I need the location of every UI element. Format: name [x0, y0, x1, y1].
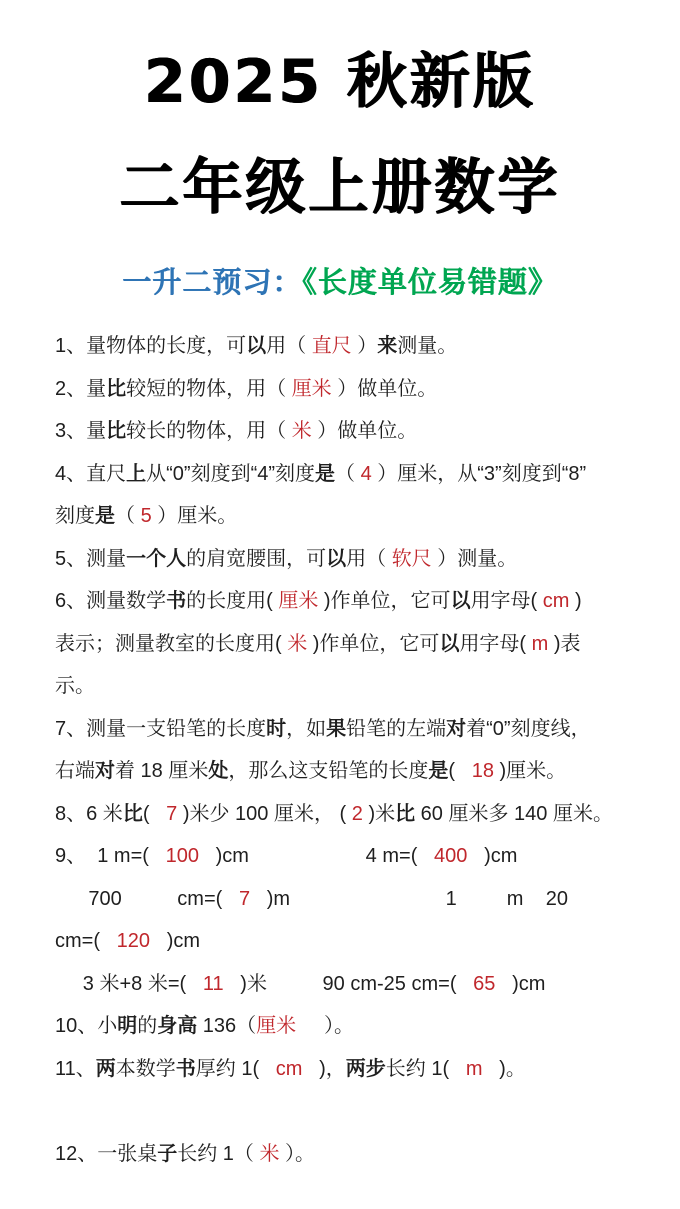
subtitle-topic: 《长度单位易错题》 — [302, 265, 558, 299]
question-line — [55, 368, 625, 411]
question-8 — [55, 793, 625, 836]
answer-text: 11 — [202, 972, 224, 995]
text-segment: 比 — [122, 802, 143, 825]
question-line — [55, 1048, 625, 1091]
text-segment: 书 — [166, 590, 187, 612]
text-segment: 对 — [95, 760, 115, 782]
text-segment — [249, 845, 366, 867]
text-segment: 136（ — [197, 1015, 257, 1037]
text-segment: )cm — [495, 972, 546, 995]
title-line-1: 2025 秋新版 — [144, 47, 536, 117]
text-segment: 1 m 20 — [445, 887, 568, 910]
text-segment: )米少 100 厘米， ( — [177, 802, 352, 825]
text-segment: ) — [569, 590, 582, 612]
question-1 — [55, 325, 625, 368]
question-line — [55, 708, 625, 751]
text-segment: 果 — [326, 717, 347, 740]
text-segment: 来 — [377, 335, 398, 357]
answer-text: 直尺 — [311, 335, 352, 357]
text-segment: 比 — [106, 420, 127, 442]
text-segment: ）测量。 — [431, 547, 518, 570]
question-6 — [55, 580, 625, 708]
text-segment: 以 — [450, 590, 471, 612]
question-line — [55, 920, 625, 963]
text-segment: 着 18 厘米 — [115, 760, 209, 782]
text-segment: ）做单位。 — [311, 420, 418, 442]
text-segment: 刻度 — [55, 505, 95, 527]
question-line — [55, 1133, 625, 1176]
text-segment: 一个人 — [126, 547, 187, 570]
question-line — [55, 1005, 625, 1048]
text-segment — [290, 888, 446, 910]
text-segment: 60 厘米多 140 厘米。 — [415, 802, 613, 825]
question-line — [55, 538, 625, 581]
text-segment: 用字母( — [470, 590, 543, 612]
text-segment: 6、测量数学 — [55, 590, 167, 612]
question-line — [55, 963, 625, 1006]
text-segment: 5、测量 — [55, 547, 127, 570]
text-segment: 10、小 — [55, 1015, 118, 1037]
answer-text: 米 — [287, 632, 308, 655]
text-segment: ）厘米。 — [151, 505, 238, 527]
text-segment: )厘米。 — [493, 760, 567, 782]
question-9 — [55, 835, 625, 1005]
question-10 — [55, 1005, 625, 1048]
text-segment: )。 — [482, 1057, 526, 1080]
text-segment: ）厘米，从“3”刻度到“8” — [371, 462, 587, 485]
text-segment: 着“0”刻度线， — [466, 717, 591, 740]
question-line — [55, 453, 625, 496]
text-segment: )作单位，它可 — [307, 632, 440, 655]
text-segment: 用（ — [266, 335, 312, 357]
text-segment: 7、测量一支铅笔的长度 — [55, 717, 267, 740]
text-segment: （ — [115, 505, 141, 527]
question-11 — [55, 1048, 625, 1091]
text-segment: 书 — [175, 1057, 196, 1080]
text-segment: )m — [250, 887, 291, 910]
question-line — [55, 750, 625, 793]
question-list — [55, 325, 625, 1175]
text-segment: （ — [335, 462, 361, 485]
text-segment: 4、直尺 — [55, 462, 127, 485]
text-segment: 本数学 — [115, 1057, 176, 1080]
text-segment: 是 — [315, 462, 336, 485]
text-segment: 较长的物体，用（ — [126, 420, 292, 442]
text-segment: 用（ — [346, 547, 392, 570]
title-line-2: 二年级上册数学 — [119, 153, 561, 223]
text-segment: )cm — [150, 930, 201, 952]
text-segment: 11、 — [55, 1057, 96, 1080]
question-12 — [55, 1133, 625, 1176]
text-segment: )米 — [223, 972, 267, 995]
text-segment: 的肩宽腰围，可 — [186, 547, 327, 570]
section-subtitle — [55, 260, 625, 301]
question-line — [55, 878, 625, 921]
text-segment: ，如 — [286, 717, 327, 740]
text-segment: 比 — [106, 377, 127, 400]
page-title — [55, 47, 625, 223]
answer-text: 7 — [166, 802, 178, 825]
text-segment: 9、 1 m=( — [55, 845, 166, 867]
text-segment: 长约 1（ — [177, 1142, 260, 1165]
answer-text: 400 — [434, 845, 468, 867]
answer-text: 18 — [471, 760, 494, 782]
text-segment: ）。 — [279, 1142, 316, 1165]
text-segment: )， — [302, 1057, 346, 1080]
text-segment: 时 — [266, 717, 287, 740]
text-segment: 以 — [439, 632, 460, 655]
text-segment: 3 米+8 米=( — [55, 972, 203, 995]
text-segment: 700 cm=( — [55, 887, 239, 910]
question-2 — [55, 368, 625, 411]
text-segment: 比 — [395, 802, 416, 825]
answer-text: 4 — [360, 462, 372, 485]
text-segment: 2、量 — [55, 377, 107, 400]
text-segment: 的 — [137, 1015, 158, 1037]
answer-text: cm — [542, 590, 570, 612]
text-segment: 3、量 — [55, 420, 107, 442]
text-segment: ( — [142, 802, 167, 825]
text-segment: 右端 — [55, 760, 95, 782]
text-segment: 厚约 1( — [195, 1057, 276, 1080]
question-line — [55, 623, 625, 666]
question-4 — [55, 453, 625, 538]
answer-text: 厘米 — [278, 590, 319, 612]
answer-text: 米 — [259, 1142, 280, 1165]
text-segment: 示。 — [55, 675, 95, 697]
question-line — [55, 580, 625, 623]
text-segment: 两步 — [345, 1057, 386, 1080]
text-segment: 是 — [95, 505, 115, 527]
text-segment: 的长度用( — [186, 590, 279, 612]
answer-text: 厘米 — [256, 1015, 297, 1037]
text-segment: )表 — [548, 632, 581, 655]
text-segment: 两 — [95, 1057, 116, 1080]
answer-text: 100 — [165, 845, 199, 867]
text-segment: 明 — [117, 1015, 138, 1037]
question-line — [55, 835, 625, 878]
subtitle-prefix: 一升二预习： — [122, 265, 303, 299]
question-line — [55, 495, 625, 538]
text-segment: 表示；测量教室的长度用( — [55, 632, 288, 655]
answer-text: 米 — [291, 420, 312, 442]
text-segment: ( — [448, 760, 472, 782]
text-segment: 以 — [326, 547, 347, 570]
text-segment: 1、量物体的长度，可 — [55, 335, 247, 357]
text-segment: ） — [351, 335, 378, 357]
answer-text: 5 — [140, 505, 152, 527]
text-segment: )作单位，它可 — [318, 590, 451, 612]
text-segment: 对 — [446, 717, 467, 740]
text-segment: 较短的物体，用（ — [126, 377, 292, 400]
answer-text: m — [531, 632, 549, 655]
text-segment: ，那么这支铅笔的长度 — [228, 760, 429, 782]
text-segment: cm=( — [55, 930, 117, 952]
text-segment: 长约 1( — [385, 1057, 466, 1080]
text-segment: 从“0”刻度到“4”刻度 — [146, 462, 316, 485]
answer-text: 2 — [351, 802, 363, 825]
text-segment: 90 cm-25 cm=( — [322, 972, 474, 995]
text-segment: 子 — [157, 1142, 178, 1165]
answer-text: 120 — [116, 930, 151, 952]
answer-text: m — [465, 1057, 483, 1080]
text-segment: 身高 — [157, 1015, 198, 1037]
answer-text: cm — [275, 1057, 303, 1080]
answer-text: 7 — [238, 887, 251, 910]
question-7 — [55, 708, 625, 793]
text-segment — [267, 973, 323, 995]
text-segment: 铅笔的左端 — [346, 717, 447, 740]
text-segment: 测量。 — [397, 335, 458, 357]
question-line — [55, 410, 625, 453]
text-segment: 8、6 米 — [55, 802, 123, 825]
text-segment: 4 m=( — [365, 845, 435, 867]
text-segment: 是 — [428, 760, 449, 782]
answer-text: 软尺 — [391, 547, 432, 570]
question-5 — [55, 538, 625, 581]
text-segment: ）做单位。 — [331, 377, 438, 400]
question-3 — [55, 410, 625, 453]
text-segment: 12、一张桌 — [55, 1142, 158, 1165]
question-line — [55, 793, 625, 836]
question-line — [55, 325, 625, 368]
text-segment: )米 — [362, 802, 396, 825]
text-segment: )cm — [198, 845, 249, 867]
question-line — [55, 665, 625, 708]
text-segment: 处 — [208, 760, 229, 782]
answer-text: 厘米 — [291, 377, 332, 400]
text-segment: ）。 — [296, 1015, 354, 1037]
text-segment: 以 — [246, 335, 267, 357]
text-segment: )cm — [467, 845, 518, 867]
answer-text: 65 — [473, 972, 496, 995]
text-segment: 上 — [126, 462, 147, 485]
text-segment: 用字母( — [459, 632, 532, 655]
